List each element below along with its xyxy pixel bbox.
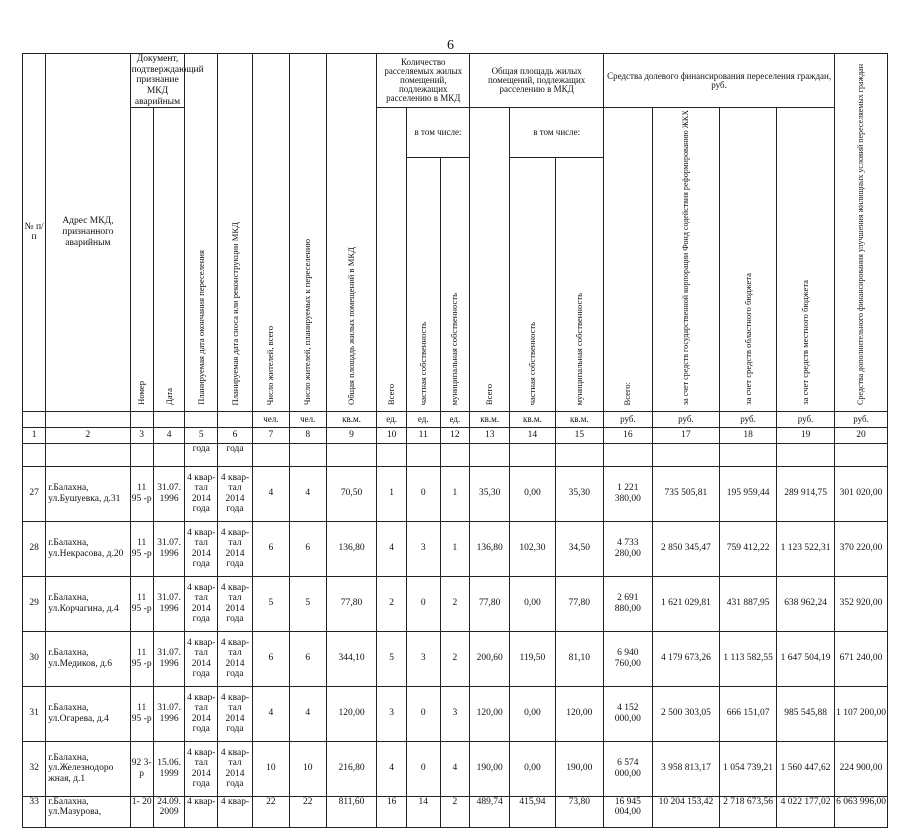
- continuation-cell: [555, 443, 604, 466]
- unit-cell: ед.: [440, 411, 470, 427]
- header-funds-total: Всего:: [604, 108, 653, 412]
- unit-cell: кв.м.: [555, 411, 604, 427]
- cell-a-priv: 0,00: [510, 466, 555, 521]
- resettlement-table: [22, 53, 888, 828]
- continuation-cell: года: [185, 443, 218, 466]
- cell-area: 344,10: [326, 631, 377, 686]
- cell-doc-date: 24.09. 2009: [153, 796, 185, 827]
- cell-f-reg: 759 412,22: [720, 521, 777, 576]
- unit-cell: ед.: [377, 411, 407, 427]
- cell-n: 33: [23, 796, 46, 827]
- cell-a-priv: 0,00: [510, 576, 555, 631]
- cell-a-total: 77,80: [470, 576, 510, 631]
- continuation-cell: [406, 443, 440, 466]
- cell-doc-date: 31.07. 1996: [153, 521, 185, 576]
- column-number-cell: 14: [510, 427, 555, 443]
- cell-a-mun: 81,10: [555, 631, 604, 686]
- header-doc-number: Номер: [130, 108, 153, 412]
- unit-cell: кв.м.: [326, 411, 377, 427]
- cell-area: 70,50: [326, 466, 377, 521]
- continuation-cell: [777, 443, 835, 466]
- header-planned-demolition: Планируемая дата сноса или реконструкции МКД: [218, 54, 253, 412]
- unit-cell: [153, 411, 185, 427]
- cell-doc-num: 11 95 -р: [130, 466, 153, 521]
- cell-f-loc: 4 022 177,02: [777, 796, 835, 827]
- header-fund-local: за счет средств местного бюджета: [777, 108, 835, 412]
- cell-doc-num: 11 95 -р: [130, 576, 153, 631]
- continuation-cell: [289, 443, 326, 466]
- cell-end: 4 квар-тал 2014 года: [185, 686, 218, 741]
- column-number-cell: 20: [835, 427, 888, 443]
- cell-extra: 370 220,00: [835, 521, 888, 576]
- cell-mun: 3: [440, 686, 470, 741]
- header-area-municipal: муниципальная собственность: [555, 158, 604, 411]
- cell-address: г.Балахна, ул.Медиков, д.6: [46, 631, 130, 686]
- column-number-cell: 10: [377, 427, 407, 443]
- cell-demol: 4 квар-тал 2014 года: [218, 521, 253, 576]
- cell-demol: 4 квар-тал 2014 года: [218, 576, 253, 631]
- table-body: [23, 411, 888, 827]
- cell-address: г.Балахна, ул.Корчагина, д.4: [46, 576, 130, 631]
- cell-doc-num: 92 3- р: [130, 741, 153, 796]
- header-area-incl: в том числе:: [510, 108, 604, 158]
- cell-f-total: 6 574 000,00: [604, 741, 653, 796]
- cell-priv: 3: [406, 631, 440, 686]
- header-residents-planned: Число жителей, планируемых к переселению: [289, 54, 326, 412]
- cell-rooms: 5: [377, 631, 407, 686]
- cell-doc-num: 11 95 -р: [130, 686, 153, 741]
- cell-priv: 0: [406, 741, 440, 796]
- continuation-cell: [130, 443, 153, 466]
- table-row: [23, 576, 888, 631]
- continuation-cell: [470, 443, 510, 466]
- cell-doc-date: 15.06. 1999: [153, 741, 185, 796]
- cell-mun: 1: [440, 521, 470, 576]
- cell-rooms: 1: [377, 466, 407, 521]
- header-extra-funds: Средства дополнительного финансирования улучшения жилищных условий переселяемых граждан: [835, 54, 888, 412]
- column-numbers-row: [23, 427, 888, 443]
- cell-f-reg: 1 054 739,21: [720, 741, 777, 796]
- cell-extra: 352 920,00: [835, 576, 888, 631]
- header-area-total: Всего: [470, 108, 510, 412]
- cell-f-total: 4 733 280,00: [604, 521, 653, 576]
- cell-priv: 0: [406, 466, 440, 521]
- cell-f-loc: 1 647 504,19: [777, 631, 835, 686]
- cell-a-priv: 102,30: [510, 521, 555, 576]
- unit-cell: [185, 411, 218, 427]
- cell-f-reform: 2 500 303,05: [652, 686, 720, 741]
- page-number: 6: [447, 38, 454, 53]
- cell-priv: 0: [406, 576, 440, 631]
- cell-f-reform: 4 179 673,26: [652, 631, 720, 686]
- unit-cell: кв.м.: [470, 411, 510, 427]
- cell-end: 4 квар-тал 2014 года: [185, 631, 218, 686]
- unit-cell: руб.: [604, 411, 653, 427]
- cell-demol: 4 квар-тал 2014 года: [218, 686, 253, 741]
- table-row: [23, 796, 888, 827]
- cell-res-total: 6: [252, 521, 289, 576]
- cell-area: 811,60: [326, 796, 377, 827]
- cell-a-total: 120,00: [470, 686, 510, 741]
- unit-cell: руб.: [720, 411, 777, 427]
- continuation-row: [23, 443, 888, 466]
- table-row: [23, 741, 888, 796]
- cell-doc-date: 31.07. 1996: [153, 466, 185, 521]
- header-document: Документ, подтверждающий признание МКД аварийным: [131, 54, 204, 107]
- cell-a-mun: 77,80: [555, 576, 604, 631]
- header-area-group: Общая площадь жилых помещений, подлежащих расселению в МКД: [470, 54, 604, 108]
- header-address: Адрес МКД, признанного аварийным: [46, 54, 130, 412]
- cell-rooms: 3: [377, 686, 407, 741]
- cell-res-plan: 22: [289, 796, 326, 827]
- cell-end: 4 квар-тал 2014 года: [185, 741, 218, 796]
- cell-a-priv: 0,00: [510, 741, 555, 796]
- unit-cell: кв.м.: [510, 411, 555, 427]
- header-total-area: Общая площадь жилых помещений в МКД: [326, 54, 377, 412]
- cell-a-mun: 190,00: [555, 741, 604, 796]
- cell-a-total: 489,74: [470, 796, 510, 827]
- cell-n: 31: [23, 686, 46, 741]
- unit-cell: [23, 411, 46, 427]
- header-rooms-incl: в том числе:: [406, 108, 469, 158]
- column-number-cell: 11: [406, 427, 440, 443]
- cell-doc-num: 11 95 -р: [130, 521, 153, 576]
- continuation-cell: года: [218, 443, 253, 466]
- continuation-cell: [23, 443, 46, 466]
- cell-rooms: 2: [377, 576, 407, 631]
- cell-area: 136,80: [326, 521, 377, 576]
- continuation-cell: [153, 443, 185, 466]
- column-number-cell: 7: [252, 427, 289, 443]
- cell-rooms: 4: [377, 741, 407, 796]
- cell-address: г.Балахна, ул.Мазурова,: [46, 796, 130, 827]
- column-number-cell: 8: [289, 427, 326, 443]
- table-row: [23, 631, 888, 686]
- column-number-cell: 15: [555, 427, 604, 443]
- cell-n: 28: [23, 521, 46, 576]
- cell-address: г.Балахна, ул.Огарева, д.4: [46, 686, 130, 741]
- table-row: [23, 466, 888, 521]
- cell-end: 4 квар-: [185, 796, 218, 827]
- cell-a-priv: 0,00: [510, 686, 555, 741]
- cell-f-total: 16 945 004,00: [604, 796, 653, 827]
- cell-res-plan: 5: [289, 576, 326, 631]
- cell-demol: 4 квар-тал 2014 года: [218, 466, 253, 521]
- cell-f-reg: 195 959,44: [720, 466, 777, 521]
- table-row: [23, 521, 888, 576]
- cell-address: г.Балахна, ул.Бушуевка, д.31: [46, 466, 130, 521]
- continuation-cell: [720, 443, 777, 466]
- cell-a-mun: 73,80: [555, 796, 604, 827]
- cell-res-plan: 4: [289, 466, 326, 521]
- header-funds-group: Средства долевого финансирования переселения граждан, руб.: [604, 54, 835, 108]
- cell-res-total: 22: [252, 796, 289, 827]
- column-number-cell: 1: [23, 427, 46, 443]
- column-number-cell: 3: [130, 427, 153, 443]
- cell-f-reg: 431 887,95: [720, 576, 777, 631]
- cell-f-reform: 10 204 153,42: [652, 796, 720, 827]
- column-number-cell: 9: [326, 427, 377, 443]
- cell-mun: 2: [440, 631, 470, 686]
- cell-demol: 4 квар-тал 2014 года: [218, 741, 253, 796]
- unit-cell: руб.: [835, 411, 888, 427]
- cell-extra: 1 107 200,00: [835, 686, 888, 741]
- cell-extra: 6 063 996,00: [835, 796, 888, 827]
- continuation-cell: [326, 443, 377, 466]
- cell-f-reform: 2 850 345,47: [652, 521, 720, 576]
- cell-f-loc: 1 123 522,31: [777, 521, 835, 576]
- cell-f-loc: 289 914,75: [777, 466, 835, 521]
- cell-doc-date: 31.07. 1996: [153, 686, 185, 741]
- cell-f-loc: 638 962,24: [777, 576, 835, 631]
- continuation-cell: [652, 443, 720, 466]
- continuation-cell: [440, 443, 470, 466]
- cell-f-loc: 1 560 447,62: [777, 741, 835, 796]
- cell-priv: 3: [406, 521, 440, 576]
- column-number-cell: 17: [652, 427, 720, 443]
- column-number-cell: 2: [46, 427, 130, 443]
- continuation-cell: [46, 443, 130, 466]
- cell-f-reg: 666 151,07: [720, 686, 777, 741]
- cell-res-plan: 10: [289, 741, 326, 796]
- cell-a-total: 200,60: [470, 631, 510, 686]
- unit-cell: руб.: [777, 411, 835, 427]
- cell-extra: 671 240,00: [835, 631, 888, 686]
- cell-f-total: 6 940 760,00: [604, 631, 653, 686]
- cell-f-total: 4 152 000,00: [604, 686, 653, 741]
- cell-n: 29: [23, 576, 46, 631]
- unit-cell: [46, 411, 130, 427]
- column-number-cell: 18: [720, 427, 777, 443]
- cell-f-reg: 1 113 582,55: [720, 631, 777, 686]
- cell-area: 120,00: [326, 686, 377, 741]
- continuation-cell: [835, 443, 888, 466]
- cell-address: г.Балахна, ул.Некрасова, д.20: [46, 521, 130, 576]
- header-rooms-private: частная собственность: [406, 158, 440, 411]
- column-number-cell: 19: [777, 427, 835, 443]
- cell-a-mun: 35,30: [555, 466, 604, 521]
- cell-a-priv: 119,50: [510, 631, 555, 686]
- table-row: [23, 686, 888, 741]
- cell-demol: 4 квар-: [218, 796, 253, 827]
- cell-mun: 4: [440, 741, 470, 796]
- cell-end: 4 квар-тал 2014 года: [185, 466, 218, 521]
- cell-rooms: 16: [377, 796, 407, 827]
- cell-res-total: 4: [252, 686, 289, 741]
- cell-f-loc: 985 545,88: [777, 686, 835, 741]
- cell-f-reform: 1 621 029,81: [652, 576, 720, 631]
- cell-f-total: 1 221 380,00: [604, 466, 653, 521]
- header-rooms-total: Всего: [377, 108, 407, 412]
- cell-a-total: 190,00: [470, 741, 510, 796]
- header-rooms-group: Количество расселяемых жилых помещений, подлежащих расселению в МКД: [377, 54, 470, 108]
- cell-priv: 0: [406, 686, 440, 741]
- cell-res-total: 10: [252, 741, 289, 796]
- header-rooms-municipal: муниципальная собственность: [440, 158, 470, 411]
- cell-doc-date: 31.07. 1996: [153, 576, 185, 631]
- cell-n: 32: [23, 741, 46, 796]
- cell-res-plan: 4: [289, 686, 326, 741]
- header-doc-date: Дата: [153, 108, 185, 412]
- units-row: [23, 411, 888, 427]
- cell-area: 216,80: [326, 741, 377, 796]
- cell-extra: 224 900,00: [835, 741, 888, 796]
- header-fund-regional: за счет средств областного бюджета: [720, 108, 777, 412]
- cell-priv: 14: [406, 796, 440, 827]
- cell-res-total: 5: [252, 576, 289, 631]
- continuation-cell: [377, 443, 407, 466]
- unit-cell: руб.: [652, 411, 720, 427]
- column-number-cell: 12: [440, 427, 470, 443]
- cell-rooms: 4: [377, 521, 407, 576]
- continuation-cell: [510, 443, 555, 466]
- cell-f-reform: 3 958 813,17: [652, 741, 720, 796]
- cell-doc-date: 31.07. 1996: [153, 631, 185, 686]
- cell-f-reg: 2 718 673,56: [720, 796, 777, 827]
- cell-n: 27: [23, 466, 46, 521]
- cell-address: г.Балахна, ул.Железнодоро жная, д.1: [46, 741, 130, 796]
- cell-res-plan: 6: [289, 521, 326, 576]
- cell-a-total: 136,80: [470, 521, 510, 576]
- cell-doc-num: 11 95 -р: [130, 631, 153, 686]
- cell-f-reform: 735 505,81: [652, 466, 720, 521]
- header-planned-end: Планируемая дата окончания переселения: [185, 54, 218, 412]
- cell-res-total: 4: [252, 466, 289, 521]
- cell-a-mun: 34,50: [555, 521, 604, 576]
- cell-res-total: 6: [252, 631, 289, 686]
- cell-mun: 1: [440, 466, 470, 521]
- column-number-cell: 5: [185, 427, 218, 443]
- column-number-cell: 16: [604, 427, 653, 443]
- header-area-private: частная собственность: [510, 158, 555, 411]
- header-residents-total: Число жителей, всего: [252, 54, 289, 412]
- column-number-cell: 13: [470, 427, 510, 443]
- unit-cell: чел.: [289, 411, 326, 427]
- column-number-cell: 6: [218, 427, 253, 443]
- cell-a-priv: 415,94: [510, 796, 555, 827]
- column-number-cell: 4: [153, 427, 185, 443]
- header-fund-reform: за счет средств государственной корпорации Фонд содействия реформированию ЖКХ: [652, 108, 720, 412]
- cell-res-plan: 6: [289, 631, 326, 686]
- cell-extra: 301 020,00: [835, 466, 888, 521]
- cell-a-mun: 120,00: [555, 686, 604, 741]
- cell-mun: 2: [440, 576, 470, 631]
- cell-end: 4 квар-тал 2014 года: [185, 576, 218, 631]
- header-n: № п/п: [23, 54, 46, 412]
- cell-a-total: 35,30: [470, 466, 510, 521]
- unit-cell: [130, 411, 153, 427]
- unit-cell: [218, 411, 253, 427]
- unit-cell: ед.: [406, 411, 440, 427]
- cell-end: 4 квар-тал 2014 года: [185, 521, 218, 576]
- cell-area: 77,80: [326, 576, 377, 631]
- cell-n: 30: [23, 631, 46, 686]
- cell-demol: 4 квар-тал 2014 года: [218, 631, 253, 686]
- cell-f-total: 2 691 880,00: [604, 576, 653, 631]
- continuation-cell: [604, 443, 653, 466]
- continuation-cell: [252, 443, 289, 466]
- cell-mun: 2: [440, 796, 470, 827]
- cell-doc-num: 1- 20: [130, 796, 153, 827]
- unit-cell: чел.: [252, 411, 289, 427]
